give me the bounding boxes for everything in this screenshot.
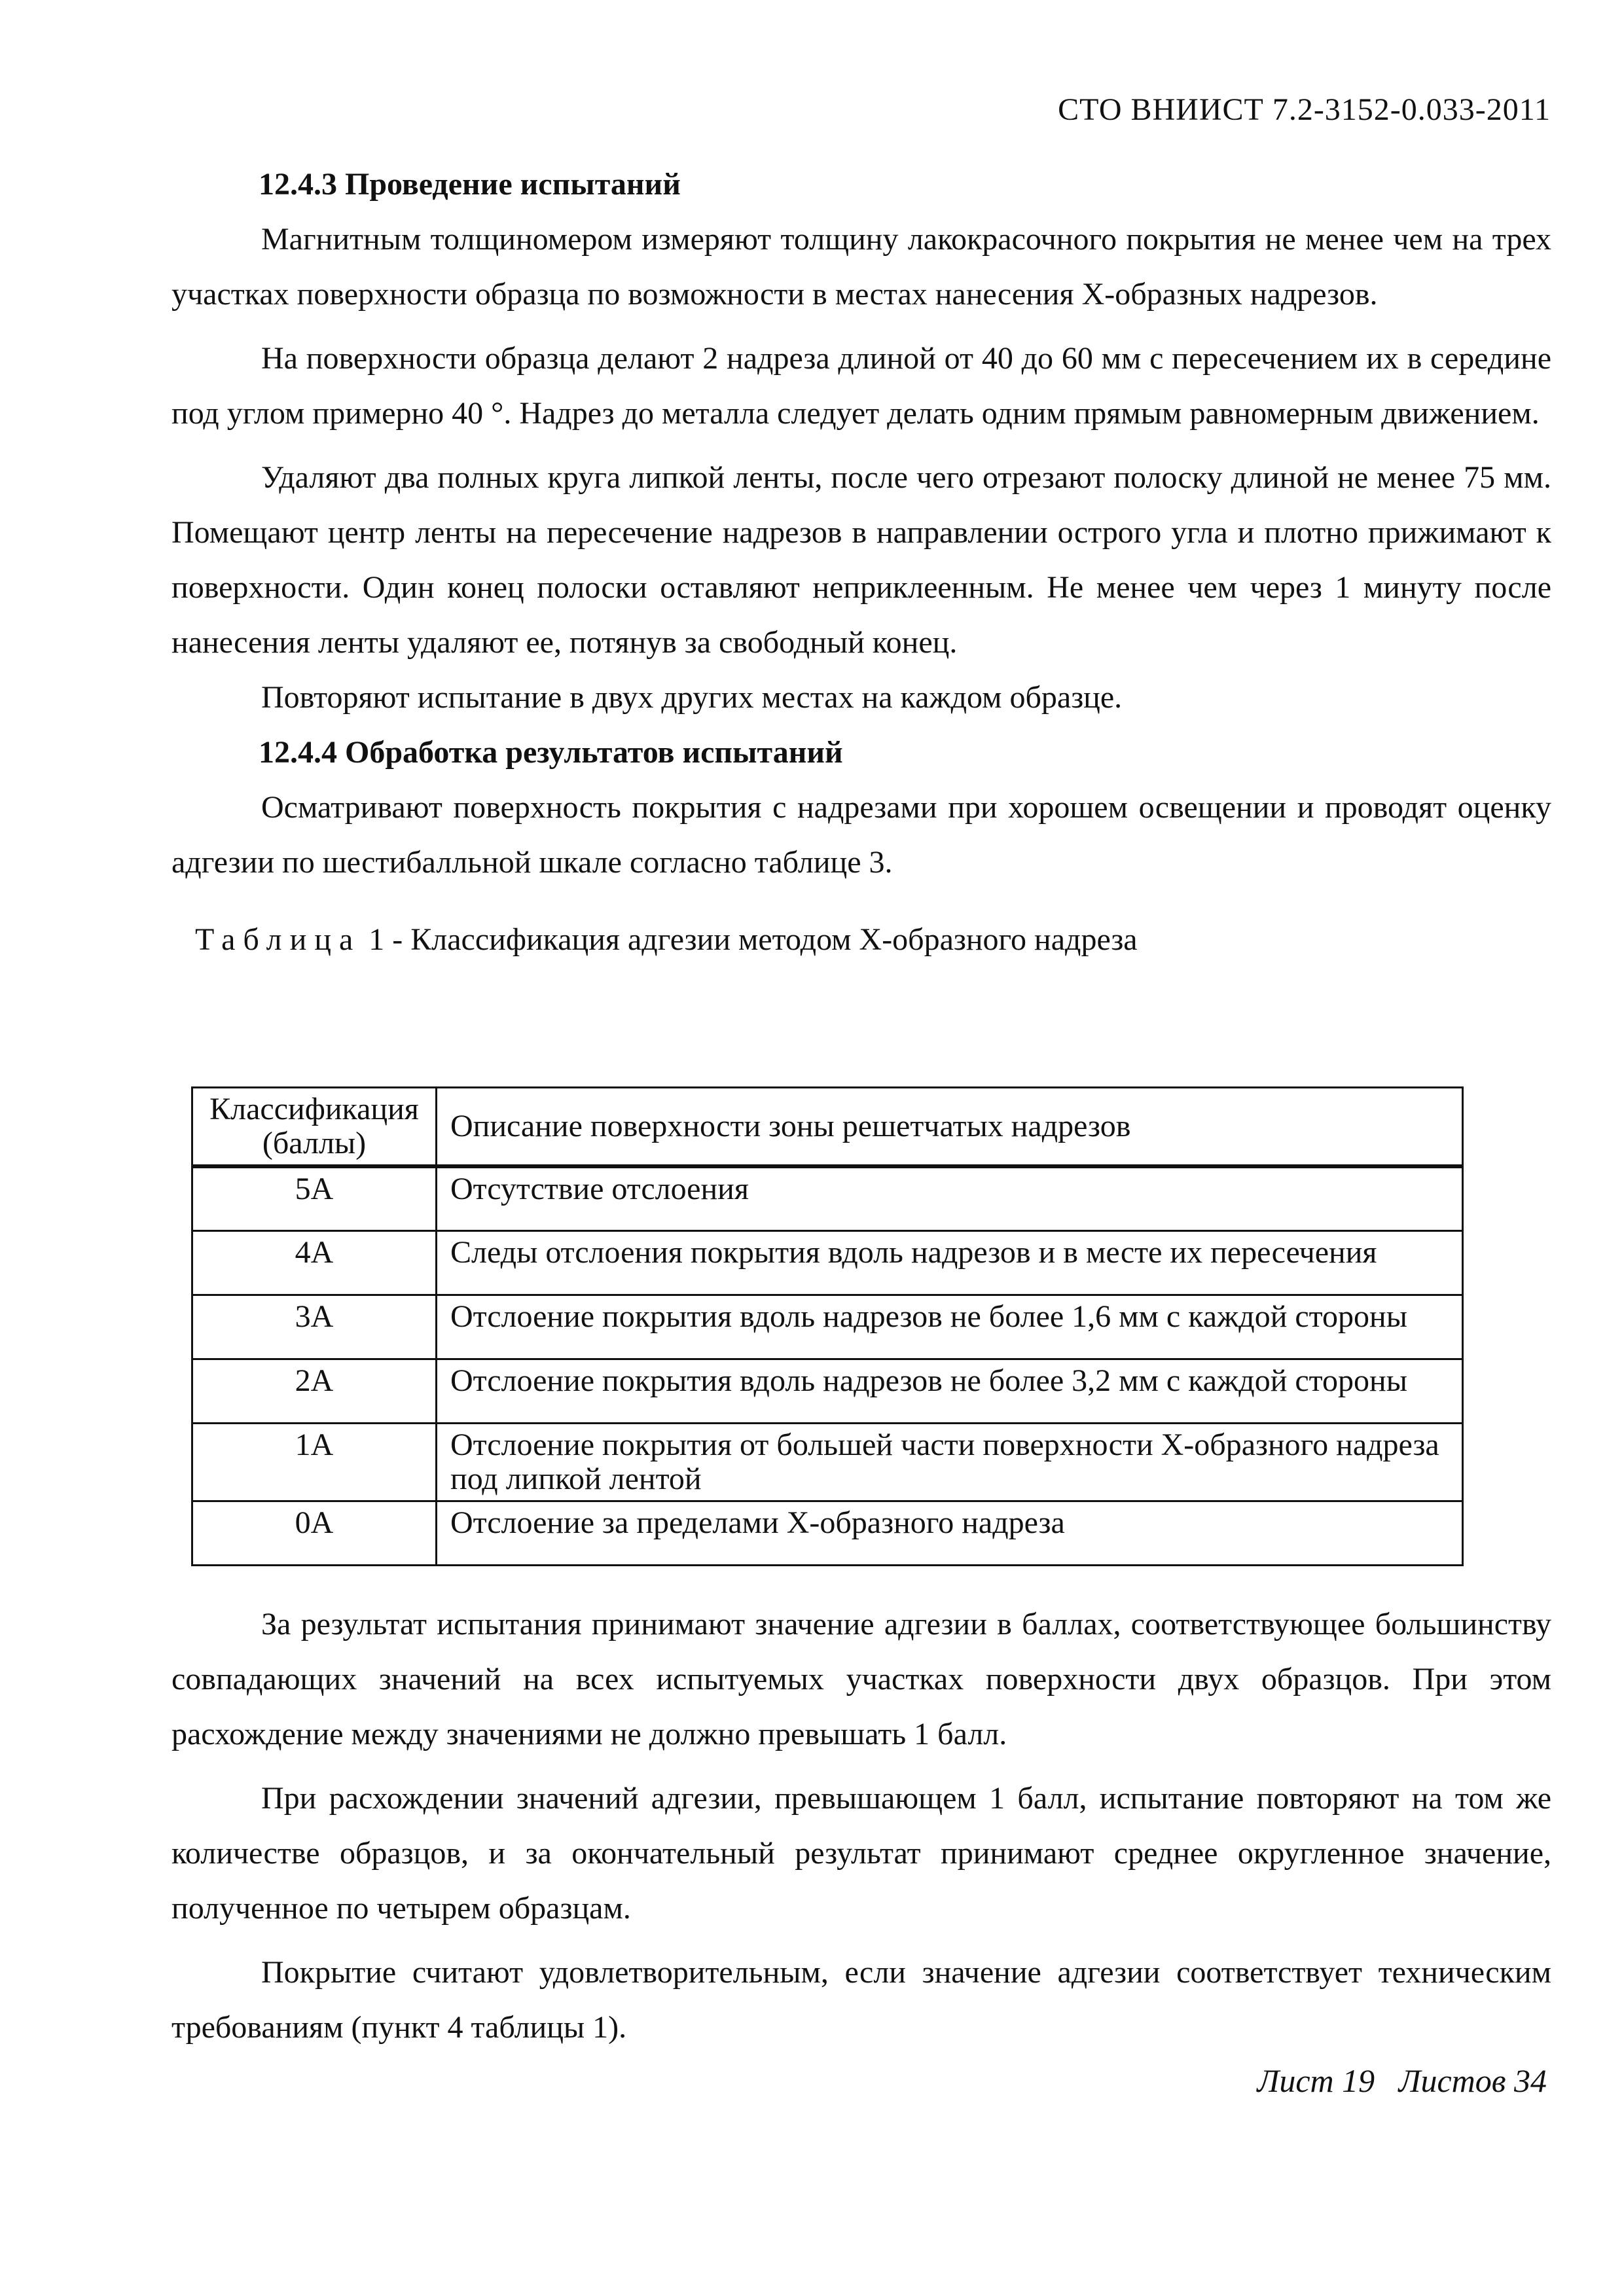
table-caption-title: 1 - Классификация адгезии методом Х-образного надреза bbox=[369, 922, 1138, 957]
paragraph: При расхождении значений адгезии, превышающем 1 балл, испытание повторяют на том же количестве образцов, и за окончательный результат принимают среднее округленное значение, полученное по четырем образцам. bbox=[171, 1781, 1551, 1926]
table-row bbox=[192, 1230, 1463, 1295]
paragraph: За результат испытания принимают значение адгезии в баллах, соответствующее большинству совпадающих значений на всех испытуемых участках поверхности двух образцов. При этом расхождение между значениями не должно превышать 1 балл. bbox=[171, 1607, 1551, 1751]
column-header-classification: Классификация (баллы) bbox=[192, 1088, 437, 1167]
description-cell: Отслоение покрытия вдоль надрезов не более 3,2 мм с каждой стороны bbox=[437, 1359, 1463, 1423]
table-caption-label: Таблица bbox=[195, 922, 361, 957]
grade-cell: 2А bbox=[192, 1359, 437, 1423]
grade-cell: 4А bbox=[192, 1230, 437, 1295]
grade-cell: 0А bbox=[192, 1501, 437, 1565]
description-cell: Отслоение покрытия вдоль надрезов не более 1,6 мм с каждой стороны bbox=[437, 1295, 1463, 1359]
table-row bbox=[192, 1423, 1463, 1501]
paragraph: Осматривают поверхность покрытия с надрезами при хорошем освещении и проводят оценку адгезии по шестибалльной шкале согласно таблице 3. bbox=[171, 790, 1551, 880]
grade-cell: 5А bbox=[192, 1166, 437, 1230]
description-cell: Отсутствие отслоения bbox=[437, 1166, 1463, 1230]
column-header-description: Описание поверхности зоны решетчатых надрезов bbox=[437, 1088, 1463, 1167]
description-cell: Отслоение покрытия от большей части поверхности Х-образного надреза под липкой лентой bbox=[437, 1423, 1463, 1501]
description-cell: Отслоение за пределами Х-образного надреза bbox=[437, 1501, 1463, 1565]
paragraph: Повторяют испытание в двух других местах на каждом образце. bbox=[261, 680, 1123, 715]
table-header-row bbox=[192, 1088, 1463, 1167]
table-row bbox=[192, 1501, 1463, 1565]
paragraph: Магнитным толщиномером измеряют толщину лакокрасочного покрытия не менее чем на трех участках поверхности образца по возможности в местах нанесения Х-образных надрезов. bbox=[171, 222, 1551, 312]
sheet-number: Лист 19 bbox=[1257, 2062, 1375, 2099]
sheets-total: Листов 34 bbox=[1398, 2062, 1547, 2099]
grade-cell: 1А bbox=[192, 1423, 437, 1501]
adhesion-classification-table bbox=[191, 1086, 1464, 1566]
page-body bbox=[171, 157, 1551, 967]
paragraph: Покрытие считают удовлетворительным, если значение адгезии соответствует техническим требованиям (пункт 4 таблицы 1). bbox=[171, 1955, 1551, 2045]
description-cell: Следы отслоения покрытия вдоль надрезов и в месте их пересечения bbox=[437, 1230, 1463, 1295]
paragraph: Удаляют два полных круга липкой ленты, после чего отрезают полоску длиной не менее 75 мм. Помещают центр ленты на пересечение надрезов в направлении острого угла и плотно прижимают к поверхности. Один конец полоски оставляют неприклеенным. Не менее чем через 1 минуту после нанесения ленты удаляют ее, потянув за свободный конец. bbox=[171, 460, 1551, 660]
paragraph: На поверхности образца делают 2 надреза длиной от 40 до 60 мм с пересечением их в середине под углом примерно 40 °. Надрез до металла следует делать одним прямым равномерным движением. bbox=[171, 341, 1551, 431]
page-footer bbox=[1241, 2062, 1547, 2100]
grade-cell: 3А bbox=[192, 1295, 437, 1359]
document-code: СТО ВНИИСТ 7.2-3152-0.033-2011 bbox=[1058, 92, 1551, 127]
table-row bbox=[192, 1359, 1463, 1423]
table-row bbox=[192, 1166, 1463, 1230]
results-text bbox=[171, 1597, 1551, 2055]
section-heading-12-4-4: 12.4.4 Обработка результатов испытаний bbox=[259, 735, 843, 770]
section-heading-12-4-3: 12.4.3 Проведение испытаний bbox=[259, 167, 681, 202]
table-row bbox=[192, 1295, 1463, 1359]
table-caption bbox=[171, 912, 1551, 967]
